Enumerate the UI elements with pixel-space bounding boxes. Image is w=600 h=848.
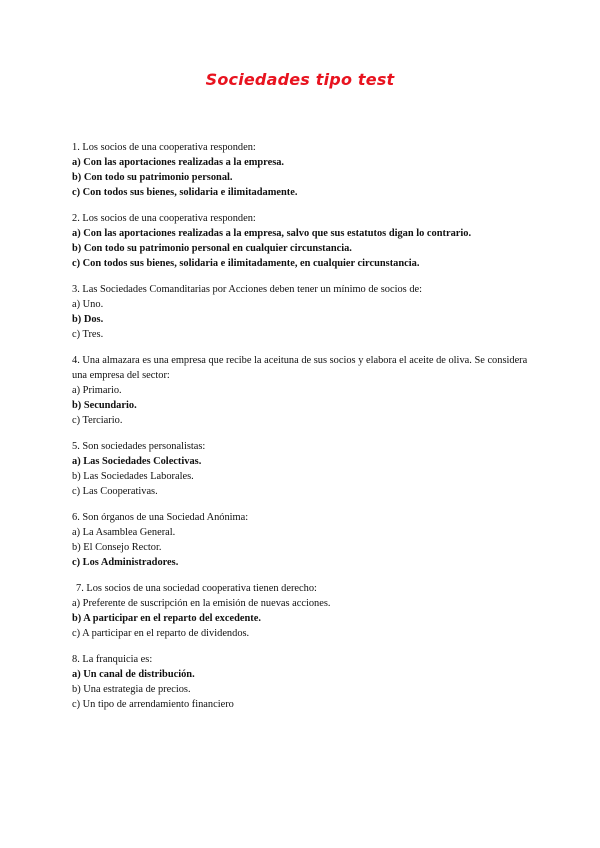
answer-option-c: c) Un tipo de arrendamiento financiero [72, 699, 234, 710]
answer-option-b: b) Dos. [72, 314, 104, 325]
answer-option-b: b) El Consejo Rector. [72, 542, 162, 553]
question-text: 6. Son órganos de una Sociedad Anónima: [72, 512, 249, 523]
question-text: 7. Los socios de una sociedad cooperativa tienen derecho: [76, 583, 317, 594]
question-text: 1. Los socios de una cooperativa responden: [72, 142, 256, 153]
answer-option-a: a) Con las aportaciones realizadas a la empresa. [72, 157, 285, 168]
answer-option-a: a) La Asamblea General. [72, 527, 176, 538]
question-list [72, 140, 532, 723]
answer-option-a: a) Un canal de distribución. [72, 669, 195, 680]
answer-option-c: c) Con todos sus bienes, solidaria e ilimitadamente, en cualquier circunstancia. [72, 258, 420, 269]
answer-option-a: a) Uno. [72, 299, 104, 310]
answer-option-c: c) A participar en el reparto de dividendos. [72, 628, 250, 639]
answer-option-b: b) Una estrategia de precios. [72, 684, 191, 695]
question-text: 5. Son sociedades personalistas: [72, 441, 206, 452]
answer-option-c: c) Los Administradores. [72, 557, 179, 568]
document-title: Sociedades tipo test [205, 70, 395, 89]
question-7 [72, 581, 532, 641]
question-6 [72, 510, 532, 570]
question-text: 2. Los socios de una cooperativa responden: [72, 213, 256, 224]
answer-option-b: b) Con todo su patrimonio personal en cualquier circunstancia. [72, 243, 352, 254]
answer-option-c: c) Con todos sus bienes, solidaria e ilimitadamente. [72, 187, 298, 198]
answer-option-b: b) Con todo su patrimonio personal. [72, 172, 233, 183]
question-text: 8. La franquicia es: [72, 654, 153, 665]
answer-option-b: b) A participar en el reparto del excedente. [72, 613, 261, 624]
answer-option-b: b) Secundario. [72, 400, 137, 411]
question-2 [72, 211, 532, 271]
answer-option-a: a) Preferente de suscripción en la emisión de nuevas acciones. [72, 598, 331, 609]
question-4 [72, 353, 532, 428]
question-8 [72, 652, 532, 712]
answer-option-a: a) Primario. [72, 385, 122, 396]
answer-option-c: c) Las Cooperativas. [72, 486, 158, 497]
question-text: 4. Una almazara es una empresa que recibe la aceituna de sus socios y elabora el aceite de oliva. Se considera una empresa del sector: [72, 355, 528, 381]
question-1 [72, 140, 532, 200]
question-3 [72, 282, 532, 342]
answer-option-c: c) Tres. [72, 329, 104, 340]
answer-option-a: a) Las Sociedades Colectivas. [72, 456, 202, 467]
question-5 [72, 439, 532, 499]
answer-option-a: a) Con las aportaciones realizadas a la empresa, salvo que sus estatutos digan lo contrario. [72, 228, 472, 239]
answer-option-b: b) Las Sociedades Laborales. [72, 471, 194, 482]
answer-option-c: c) Terciario. [72, 415, 123, 426]
question-text: 3. Las Sociedades Comanditarias por Acciones deben tener un mínimo de socios de: [72, 284, 423, 295]
